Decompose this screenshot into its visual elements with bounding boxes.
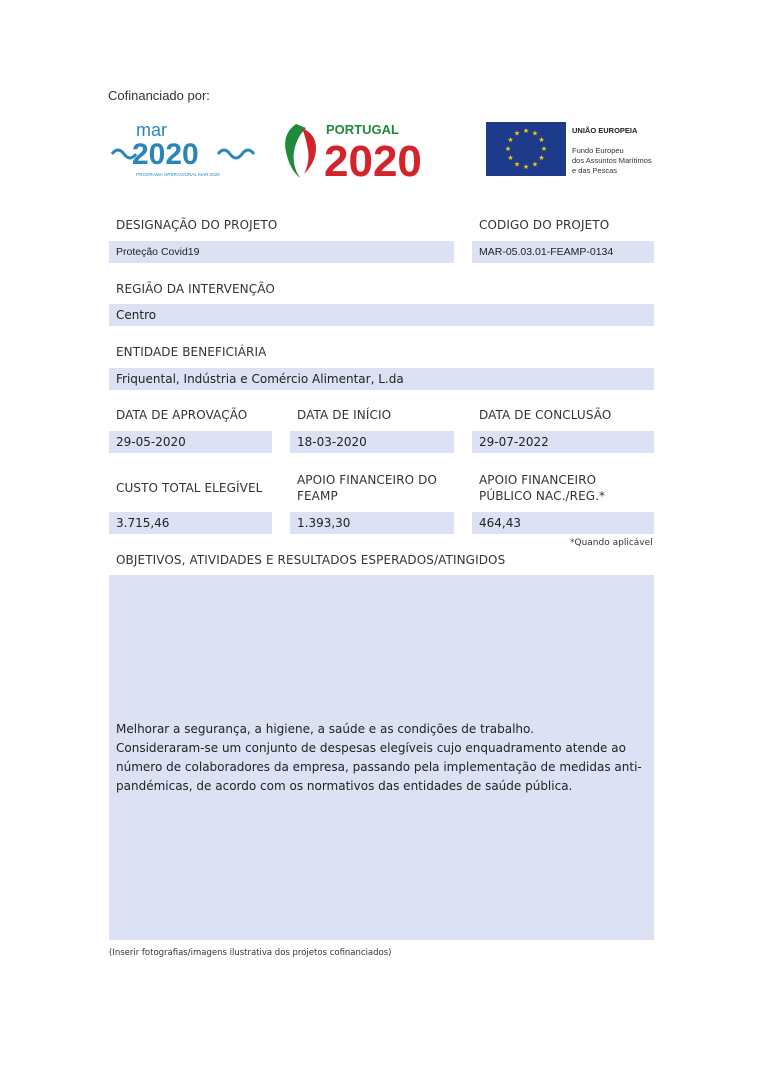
objectives-line: Melhorar a segurança, a higiene, a saúde e as condições de trabalho. bbox=[116, 721, 534, 736]
eu-logo bbox=[486, 122, 656, 180]
beneficiary-field: Friquental, Indústria e Comércio Alimentar, L.da bbox=[109, 368, 654, 390]
feamp-support-label: APOIO FINANCEIRO DO FEAMP bbox=[297, 473, 437, 503]
applicable-note: *Quando aplicável bbox=[570, 538, 653, 548]
svg-text:★: ★ bbox=[504, 145, 512, 153]
code-label: CODIGO DO PROJETO bbox=[479, 218, 610, 232]
svg-text:★: ★ bbox=[522, 127, 530, 135]
mar-logo-word: mar bbox=[136, 120, 167, 140]
pt-logo-year: 2020 bbox=[324, 137, 422, 180]
objectives-label: OBJETIVOS, ATIVIDADES E RESULTADOS ESPERADOS/ATINGIDOS bbox=[116, 553, 506, 567]
public-support-label: APOIO FINANCEIRO PÚBLICO NAC./REG.* bbox=[479, 473, 606, 503]
start-date-field: 18-03-2020 bbox=[290, 431, 454, 453]
start-date-label: DATA DE INÍCIO bbox=[297, 408, 392, 422]
feamp-support-field: 1.393,30 bbox=[290, 512, 454, 534]
designation-field: Proteção Covid19 bbox=[109, 241, 454, 263]
mar-logo-year: 2020 bbox=[132, 138, 199, 171]
svg-text:★: ★ bbox=[531, 129, 539, 138]
eu-flag-icon bbox=[486, 122, 566, 176]
public-support-field: 464,43 bbox=[472, 512, 654, 534]
svg-text:★: ★ bbox=[507, 136, 514, 144]
svg-text:★: ★ bbox=[538, 154, 545, 162]
total-cost-label: CUSTO TOTAL ELEGÍVEL bbox=[116, 481, 263, 495]
end-date-label: DATA DE CONCLUSÃO bbox=[479, 408, 612, 422]
region-label: REGIÃO DA INTERVENÇÃO bbox=[116, 282, 275, 296]
svg-text:★: ★ bbox=[531, 160, 539, 169]
objectives-box bbox=[109, 575, 654, 940]
svg-text:★: ★ bbox=[522, 163, 530, 171]
code-field: MAR-05.03.01-FEAMP-0134 bbox=[472, 241, 654, 263]
wave-right-icon bbox=[218, 150, 254, 158]
objectives-line: pandémicas, de acordo com os normativos das entidades de saúde pública. bbox=[116, 778, 573, 793]
objectives-line: número de colaboradores da empresa, passando pela implementação de medidas anti- bbox=[116, 759, 642, 774]
region-field: Centro bbox=[109, 304, 654, 326]
footer-note: (Inserir fotografias/imagens ilustrativa dos projetos cofinanciados) bbox=[109, 948, 392, 958]
designation-label: DESIGNAÇÃO DO PROJETO bbox=[116, 218, 278, 232]
mar-logo-tagline: PROGRAMA OPERACIONAL MAR 2020 bbox=[136, 172, 220, 177]
eu-fund-name: Fundo Europeu dos Assuntos Marítimos e das Pescas bbox=[572, 146, 652, 175]
objectives-line: Consideraram-se um conjunto de despesas elegíveis cujo enquadramento atende ao bbox=[116, 740, 626, 755]
pt-red-shape-icon bbox=[302, 128, 316, 174]
total-cost-field: 3.715,46 bbox=[109, 512, 272, 534]
cofinanced-by-label: Cofinanciado por: bbox=[108, 88, 210, 103]
pt-logo-word: PORTUGAL bbox=[326, 122, 399, 137]
svg-text:★: ★ bbox=[507, 154, 514, 162]
portugal-2020-logo bbox=[282, 118, 460, 180]
pt-green-shape-icon bbox=[285, 124, 306, 178]
svg-text:★: ★ bbox=[538, 136, 545, 144]
eu-title: UNIÃO EUROPEIA bbox=[572, 126, 638, 135]
svg-text:★: ★ bbox=[513, 129, 521, 138]
end-date-field: 29-07-2022 bbox=[472, 431, 654, 453]
svg-text:★: ★ bbox=[540, 145, 548, 153]
approval-date-field: 29-05-2020 bbox=[109, 431, 272, 453]
approval-date-label: DATA DE APROVAÇÃO bbox=[116, 408, 248, 422]
svg-text:★: ★ bbox=[513, 160, 521, 169]
mar-2020-logo bbox=[110, 118, 256, 180]
beneficiary-label: ENTIDADE BENEFICIÁRIA bbox=[116, 345, 267, 359]
